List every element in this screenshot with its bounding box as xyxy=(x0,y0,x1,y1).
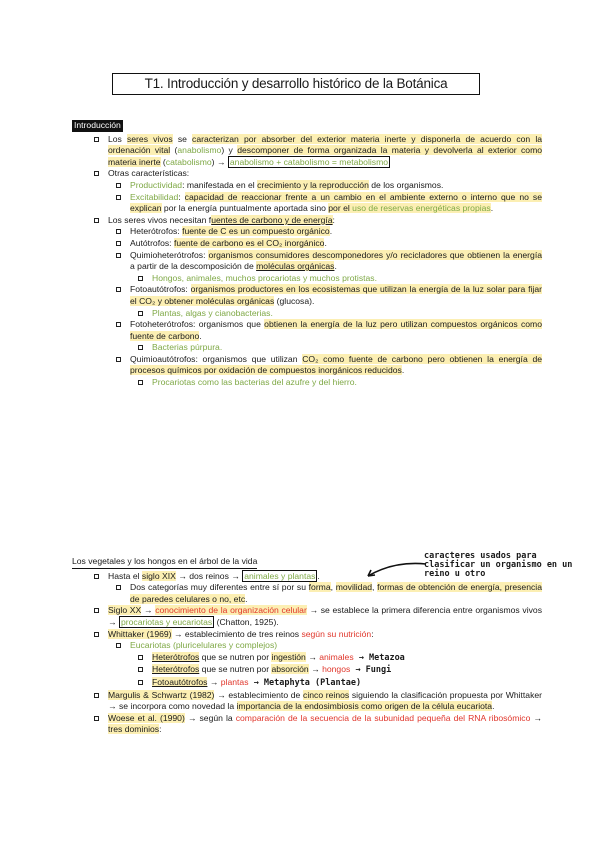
list-item: Eucariotas (pluricelulares y complejos) xyxy=(72,640,542,652)
list-item: Heterótrofos: fuente de C es un compuesto orgánico. xyxy=(72,226,542,238)
checkbox-bullet-icon xyxy=(116,195,121,200)
checkbox-bullet-icon xyxy=(94,574,99,579)
list-item: Procariotas como las bacterias del azufre y del hierro. xyxy=(72,377,542,389)
checkbox-bullet-icon xyxy=(116,183,121,188)
list-item: Excitabilidad: capacidad de reaccionar frente a un cambio en el ambiente externo o interno que no se explican por la energía puntualmente aportada sino por el uso de reservas energéticas propias. xyxy=(72,192,542,215)
list-item: Fotoautótrofos: organismos productores en los ecosistemas que utilizan la energía de la luz solar para fijar el CO₂ y obtener moléculas orgánicas (glucosa). xyxy=(72,284,542,307)
list-item: Hongos, animales, muchos procariotas y muchos protistas. xyxy=(72,273,542,285)
list-item: Heterótrofos que se nutren por ingestión → animales → Metazoa xyxy=(72,652,542,665)
checkbox-bullet-icon xyxy=(138,667,143,672)
list-item: Bacterias púrpura. xyxy=(72,342,542,354)
page-title: T1. Introducción y desarrollo histórico de la Botánica xyxy=(112,73,480,95)
checkbox-bullet-icon xyxy=(116,585,121,590)
list-item: Fotoautótrofos → plantas → Metaphyta (Plantae) xyxy=(72,677,542,690)
handwritten-annotation: caracteres usados para clasificar un organismo en un reino u otro xyxy=(424,551,573,579)
checkbox-bullet-icon xyxy=(94,716,99,721)
checkbox-bullet-icon xyxy=(138,345,143,350)
section-heading: Introducción xyxy=(74,120,121,130)
checkbox-bullet-icon xyxy=(116,229,121,234)
list-item: Margulis & Schwartz (1982) → establecimiento de cinco reinos siguiendo la clasificación propuesta por Whittaker → se incorpora como novedad la importancia de la endosimbiosis como origen de la célula eucariota. xyxy=(72,690,542,713)
section-heading: Los vegetales y los hongos en el árbol de la vida xyxy=(72,556,257,569)
list-item: Siglo XX → conocimiento de la organización celular → se establece la primera diferencia entre organismos vivos → procariotas y eucariotas (Chatton, 1925). xyxy=(72,605,542,628)
section-introduccion xyxy=(72,120,542,389)
checkbox-bullet-icon xyxy=(138,655,143,660)
checkbox-bullet-icon xyxy=(94,218,99,223)
checkbox-bullet-icon xyxy=(94,171,99,176)
list-item: Whittaker (1969) → establecimiento de tres reinos según su nutrición: xyxy=(72,629,542,641)
checkbox-bullet-icon xyxy=(138,380,143,385)
checkbox-bullet-icon xyxy=(94,693,99,698)
checkbox-bullet-icon xyxy=(138,680,143,685)
checkbox-bullet-icon xyxy=(116,322,121,327)
checkbox-bullet-icon xyxy=(116,357,121,362)
list-item: Productividad: manifestada en el crecimiento y la reproducción de los organismos. xyxy=(72,180,542,192)
list-item: Los seres vivos necesitan fuentes de carbono y de energía: xyxy=(72,215,542,227)
checkbox-bullet-icon xyxy=(116,253,121,258)
checkbox-bullet-icon xyxy=(138,311,143,316)
list-item: Hasta el siglo XIX → dos reinos → animales y plantas . xyxy=(72,571,542,583)
list-item: Plantas, algas y cianobacterias. xyxy=(72,308,542,320)
checkbox-bullet-icon xyxy=(94,137,99,142)
checkbox-bullet-icon xyxy=(138,276,143,281)
list-item: Woese et al. (1990) → según la comparación de la secuencia de la subunidad pequeña del RNA ribosómico → tres dominios: xyxy=(72,713,542,736)
checkbox-bullet-icon xyxy=(116,241,121,246)
list-item: Fotoheterótrofos: organismos que obtienen la energía de la luz pero utilizan compuestos orgánicos como fuente de carbono. xyxy=(72,319,542,342)
list-item: Otras características: xyxy=(72,168,542,180)
checkbox-bullet-icon xyxy=(116,287,121,292)
checkbox-bullet-icon xyxy=(94,632,99,637)
checkbox-bullet-icon xyxy=(94,608,99,613)
section-vegetales-hongos xyxy=(72,556,542,736)
checkbox-bullet-icon xyxy=(116,643,121,648)
list-item: Heterótrofos que se nutren por absorción → hongos → Fungi xyxy=(72,664,542,677)
list-item: Los seres vivos se caracterizan por absorber del exterior materia inerte y disponerla de acuerdo con la ordenación vital (anabolismo) y descomponer de forma organizada la materia y devolverla al exterior como materia inerte (catabolismo) → anabolismo + catabolismo = metabolismo xyxy=(72,134,542,169)
list-item: Autótrofos: fuente de carbono es el CO₂ inorgánico. xyxy=(72,238,542,250)
list-item: Quimioautótrofos: organismos que utilizan CO₂ como fuente de carbono pero obtienen la energía de procesos químicos por oxidación de compuestos inorgánicos reducidos. xyxy=(72,354,542,377)
list-item: Dos categorías muy diferentes entre sí por su forma, movilidad, formas de obtención de energía, presencia de paredes celulares o no, etc. xyxy=(72,582,542,605)
list-item: Quimioheterótrofos: organismos consumidores descomponedores y/o recicladores que obtienen la energía a partir de la descomposición de moléculas orgánicas. xyxy=(72,250,542,273)
